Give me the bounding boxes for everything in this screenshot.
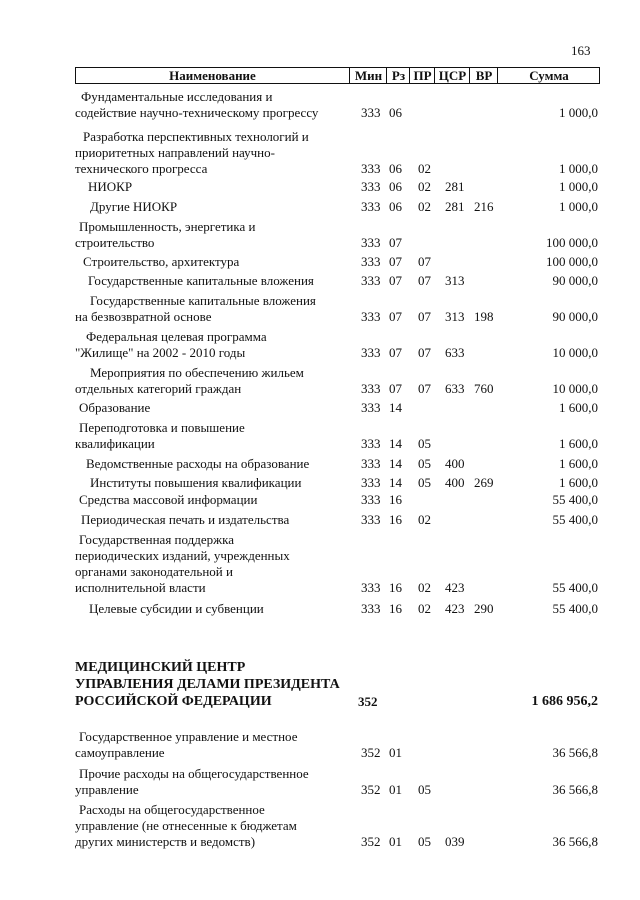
row-name-line: Государственное управление и местное	[79, 729, 298, 744]
row-min-code: 333	[361, 199, 381, 214]
row-sum: 1 600,0	[559, 400, 598, 415]
row-rz-code: 01	[389, 834, 402, 849]
row-rz-code: 16	[389, 492, 402, 507]
row-pr-code: 07	[418, 273, 431, 288]
row-name-line: Целевые субсидии и субвенции	[89, 601, 264, 616]
row-pr-code: 07	[418, 254, 431, 269]
row-rz-code: 06	[389, 105, 402, 120]
row-sum: 1 600,0	[559, 456, 598, 471]
page-number: 163	[571, 43, 591, 58]
row-min-code: 352	[358, 694, 378, 709]
row-pr-code: 07	[418, 345, 431, 360]
row-pr-code: 05	[418, 456, 431, 471]
row-pr-code: 05	[418, 475, 431, 490]
row-name-line: Государственная поддержка	[79, 532, 235, 547]
row-rz-code: 01	[389, 745, 402, 760]
row-name-line: исполнительной власти	[75, 580, 206, 595]
row-name-line: отдельных категорий граждан	[75, 381, 242, 396]
row-name-line: Разработка перспективных технологий и	[83, 129, 309, 144]
row-rz-code: 16	[389, 512, 402, 527]
header-vr: ВР	[469, 68, 498, 83]
row-sum: 36 566,8	[552, 834, 598, 849]
row-pr-code: 07	[418, 309, 431, 324]
row-name-line: Фундаментальные исследования и	[81, 89, 273, 104]
row-name-line: периодических изданий, учрежденных	[75, 548, 290, 563]
row-csr-code: 423	[445, 601, 465, 616]
row-sum: 36 566,8	[552, 745, 598, 760]
row-name-line: Прочие расходы на общегосударственное	[79, 766, 309, 781]
row-pr-code: 02	[418, 179, 431, 194]
row-min-code: 333	[361, 512, 381, 527]
row-name-line: Другие НИОКР	[90, 199, 178, 214]
row-sum: 1 686 956,2	[531, 694, 598, 709]
row-name-line: содействие научно-техническому прогрессу	[75, 105, 319, 120]
row-name-line: УПРАВЛЕНИЯ ДЕЛАМИ ПРЕЗИДЕНТА	[75, 677, 340, 692]
row-vr-code: 198	[474, 309, 494, 324]
row-min-code: 333	[361, 436, 381, 451]
row-name-line: Образование	[79, 400, 151, 415]
row-min-code: 352	[361, 745, 381, 760]
row-min-code: 333	[361, 161, 381, 176]
row-rz-code: 07	[389, 235, 402, 250]
row-name-line: Средства массовой информации	[79, 492, 258, 507]
row-min-code: 333	[361, 475, 381, 490]
row-sum: 1 000,0	[559, 161, 598, 176]
row-pr-code: 02	[418, 161, 431, 176]
row-sum: 1 000,0	[559, 179, 598, 194]
row-name-line: Промышленность, энергетика и	[79, 219, 256, 234]
row-name-line: МЕДИЦИНСКИЙ ЦЕНТР	[75, 660, 246, 675]
row-sum: 55 400,0	[552, 601, 598, 616]
row-csr-code: 313	[445, 309, 465, 324]
row-pr-code: 07	[418, 381, 431, 396]
row-name-line: приоритетных направлений научно-	[75, 145, 275, 160]
row-csr-code: 281	[445, 179, 465, 194]
row-csr-code: 633	[445, 345, 465, 360]
header-sum: Сумма	[497, 68, 600, 83]
row-vr-code: 269	[474, 475, 494, 490]
row-name-line: НИОКР	[88, 179, 133, 194]
row-sum: 10 000,0	[552, 345, 598, 360]
row-vr-code: 216	[474, 199, 494, 214]
row-csr-code: 313	[445, 273, 465, 288]
row-sum: 1 000,0	[559, 105, 598, 120]
row-sum: 100 000,0	[546, 235, 598, 250]
header-name: Наименование	[169, 68, 256, 83]
row-name-line: Ведомственные расходы на образование	[86, 456, 310, 471]
row-min-code: 333	[361, 601, 381, 616]
row-csr-code: 400	[445, 475, 465, 490]
row-rz-code: 07	[389, 381, 402, 396]
row-name-line: Строительство, архитектура	[83, 254, 240, 269]
row-rz-code: 07	[389, 254, 402, 269]
row-min-code: 333	[361, 456, 381, 471]
row-min-code: 333	[361, 580, 381, 595]
row-name-line: самоуправление	[75, 745, 165, 760]
header-csr: ЦСР	[434, 68, 470, 83]
row-rz-code: 07	[389, 273, 402, 288]
row-pr-code: 05	[418, 436, 431, 451]
row-min-code: 333	[361, 235, 381, 250]
row-name-line: строительство	[75, 235, 155, 250]
row-rz-code: 07	[389, 309, 402, 324]
row-vr-code: 760	[474, 381, 494, 396]
header-rz: Рз	[386, 68, 410, 83]
row-name-line: Расходы на общегосударственное	[79, 802, 265, 817]
row-name-line: Федеральная целевая программа	[86, 329, 267, 344]
row-sum: 100 000,0	[546, 254, 598, 269]
row-rz-code: 14	[389, 456, 402, 471]
row-name-line: Переподготовка и повышение	[79, 420, 245, 435]
row-name-line: квалификации	[75, 436, 155, 451]
row-min-code: 333	[361, 400, 381, 415]
row-name-line: технического прогресса	[75, 161, 208, 176]
row-csr-code: 633	[445, 381, 465, 396]
row-min-code: 333	[361, 381, 381, 396]
header-min: Мин	[349, 68, 387, 83]
row-name-line: других министерств и ведомств)	[75, 834, 256, 849]
row-sum: 10 000,0	[552, 381, 598, 396]
row-name-line: управление	[75, 782, 139, 797]
row-name-line: управление (не отнесенные к бюджетам	[75, 818, 297, 833]
row-rz-code: 14	[389, 475, 402, 490]
row-sum: 90 000,0	[552, 273, 598, 288]
table-header	[75, 67, 600, 84]
row-min-code: 333	[361, 254, 381, 269]
row-csr-code: 039	[445, 834, 465, 849]
row-pr-code: 05	[418, 834, 431, 849]
row-sum: 1 600,0	[559, 475, 598, 490]
row-rz-code: 16	[389, 580, 402, 595]
row-pr-code: 02	[418, 580, 431, 595]
row-name-line: Периодическая печать и издательства	[81, 512, 290, 527]
row-sum: 90 000,0	[552, 309, 598, 324]
row-name-line: Институты повышения квалификации	[90, 475, 302, 490]
row-min-code: 333	[361, 345, 381, 360]
row-sum: 55 400,0	[552, 580, 598, 595]
row-vr-code: 290	[474, 601, 494, 616]
row-name-line: органами законодательной и	[75, 564, 233, 579]
row-csr-code: 423	[445, 580, 465, 595]
row-rz-code: 14	[389, 436, 402, 451]
row-csr-code: 281	[445, 199, 465, 214]
row-csr-code: 400	[445, 456, 465, 471]
row-name-line: на безвозвратной основе	[75, 309, 212, 324]
row-min-code: 333	[361, 492, 381, 507]
row-sum: 1 600,0	[559, 436, 598, 451]
row-sum: 55 400,0	[552, 492, 598, 507]
header-pr: ПР	[409, 68, 435, 83]
row-min-code: 352	[361, 834, 381, 849]
row-sum: 1 000,0	[559, 199, 598, 214]
row-sum: 36 566,8	[552, 782, 598, 797]
row-min-code: 352	[361, 782, 381, 797]
row-rz-code: 06	[389, 199, 402, 214]
row-name-line: РОССИЙСКОЙ ФЕДЕРАЦИИ	[75, 694, 272, 709]
row-min-code: 333	[361, 273, 381, 288]
row-pr-code: 02	[418, 601, 431, 616]
row-rz-code: 16	[389, 601, 402, 616]
row-name-line: Мероприятия по обеспечению жильем	[90, 365, 304, 380]
row-pr-code: 02	[418, 199, 431, 214]
row-rz-code: 14	[389, 400, 402, 415]
row-min-code: 333	[361, 179, 381, 194]
row-rz-code: 01	[389, 782, 402, 797]
row-rz-code: 07	[389, 345, 402, 360]
row-rz-code: 06	[389, 161, 402, 176]
row-name-line: Государственные капитальные вложения	[88, 273, 314, 288]
row-pr-code: 02	[418, 512, 431, 527]
row-pr-code: 05	[418, 782, 431, 797]
row-rz-code: 06	[389, 179, 402, 194]
row-name-line: Государственные капитальные вложения	[90, 293, 316, 308]
row-min-code: 333	[361, 309, 381, 324]
row-sum: 55 400,0	[552, 512, 598, 527]
row-name-line: "Жилище" на 2002 - 2010 годы	[75, 345, 246, 360]
row-min-code: 333	[361, 105, 381, 120]
